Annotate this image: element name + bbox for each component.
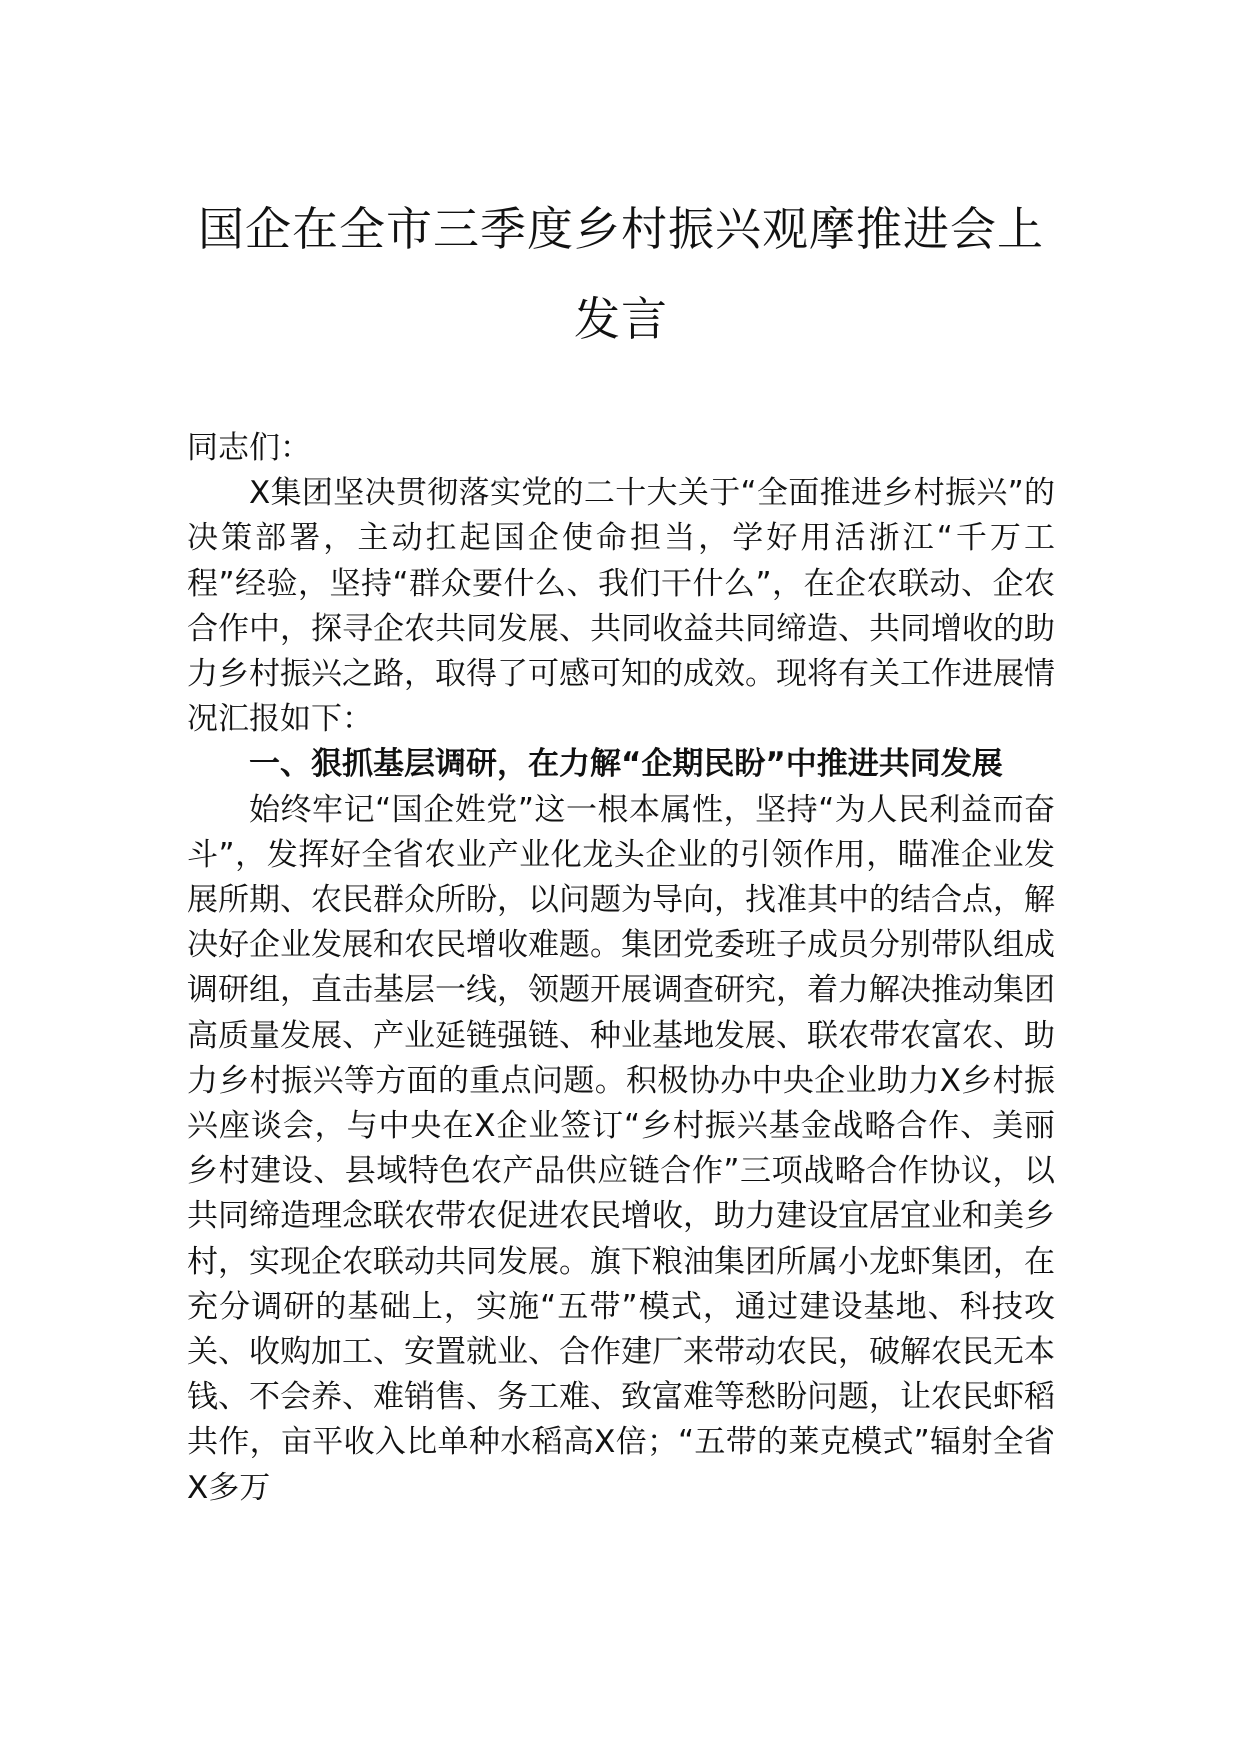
intro-paragraph: X集团坚决贯彻落实党的二十大关于“全面推进乡村振兴”的决策部署，主动扛起国企使命担当，学好用活浙江“千万工程”经验，坚持“群众要什么、我们干什么”，在企农联动、企农合作中，探寻企农共同发展、共同收益共同缔造、共同增收的助力乡村振兴之路，取得了可感可知的成效。现将有关工作进展情况汇报如下： <box>187 475 1055 738</box>
document-body <box>187 426 1055 1511</box>
section-heading: 一、狠抓基层调研，在力解“企期民盼”中推进共同发展 <box>249 746 1003 783</box>
section-paragraph: 始终牢记“国企姓党”这一根本属性，坚持“为人民利益而奋斗”，发挥好全省农业产业化龙头企业的引领作用，瞄准企业发展所期、农民群众所盼，以问题为导向，找准其中的结合点，解决好企业发展和农民增收难题。集团党委班子成员分别带队组成调研组，直击基层一线，领题开展调查研究，着力解决推动集团高质量发展、产业延链强链、种业基地发展、联农带农富农、助力乡村振兴等方面的重点问题。积极协办中央企业助力X乡村振兴座谈会，与中央在X企业签订“乡村振兴基金战略合作、美丽乡村建设、县域特色农产品供应链合作”三项战略合作协议，以共同缔造理念联农带农促进农民增收，助力建设宜居宜业和美乡村，实现企农联动共同发展。旗下粮油集团所属小龙虾集团，在充分调研的基础上，实施“五带”模式，通过建设基地、科技攻关、收购加工、安置就业、合作建厂来带动农民，破解农民无本钱、不会养、难销售、务工难、致富难等愁盼问题，让农民虾稻共作，亩平收入比单种水稻高X倍；“五带的莱克模式”辐射全省X多万 <box>187 791 1055 1506</box>
document-page <box>187 0 1055 1511</box>
salutation: 同志们： <box>187 430 311 466</box>
document-title: 国企在全市三季度乡村振兴观摩推进会上发言 <box>198 202 1044 346</box>
